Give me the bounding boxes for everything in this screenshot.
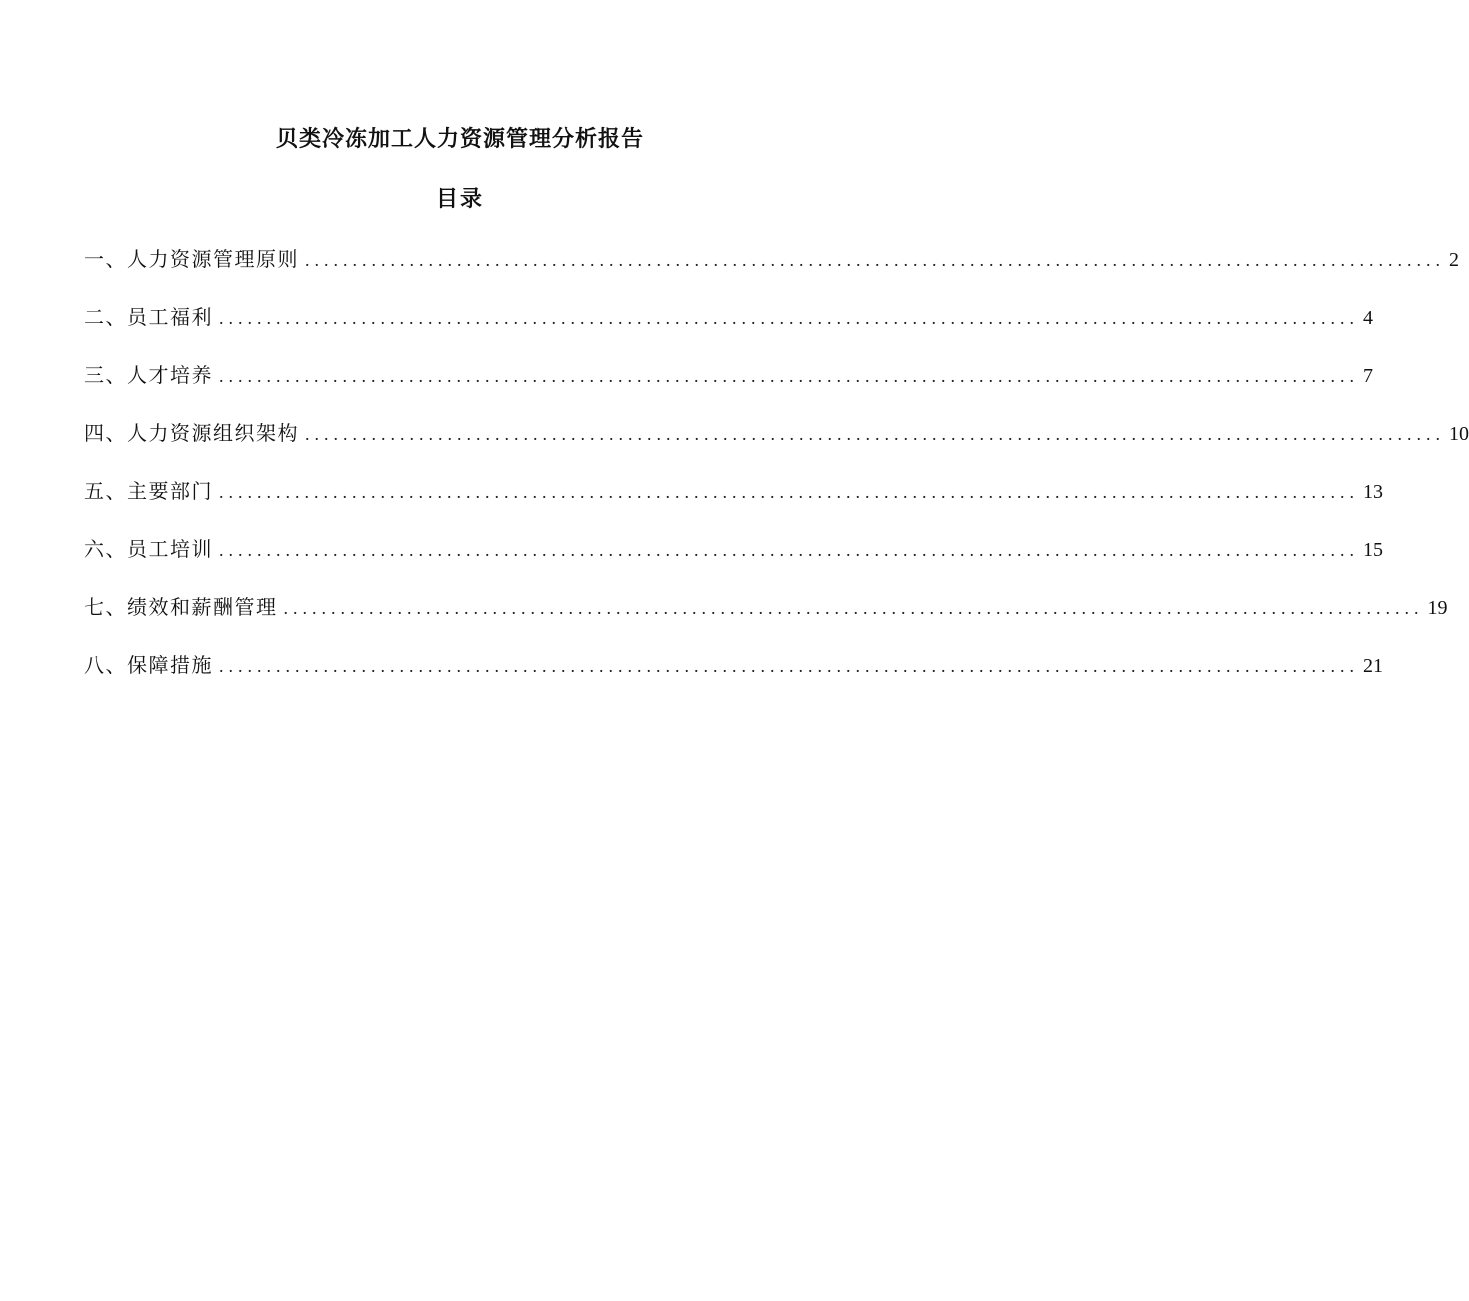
toc-heading: 目录	[435, 186, 484, 212]
toc-dot-leader: ........................................................................................................................	[305, 250, 1445, 270]
toc-entry-label: 六、员工培训	[84, 537, 213, 561]
toc-dot-leader: ........................................................................................................................	[219, 540, 1359, 560]
toc-entry-2[interactable]	[84, 302, 1373, 360]
toc-page-number: 10	[1449, 423, 1469, 445]
toc-entry-label: 二、员工福利	[84, 305, 213, 329]
toc-entry-8[interactable]	[84, 650, 1383, 708]
toc-entry-label: 七、绩效和薪酬管理	[84, 595, 278, 619]
toc-dot-leader: ........................................................................................................................	[219, 482, 1359, 502]
toc-entry-label: 五、主要部门	[84, 479, 213, 503]
toc-dot-leader: ........................................................................................................................	[305, 424, 1445, 444]
toc-dot-leader: ........................................................................................................................	[219, 656, 1359, 676]
toc-page-number: 2	[1449, 249, 1459, 271]
table-of-contents	[84, 244, 1469, 708]
toc-page-number: 19	[1427, 597, 1448, 619]
toc-entry-7[interactable]	[84, 592, 1448, 650]
toc-dot-leader: ........................................................................................................................	[219, 308, 1359, 328]
toc-entry-6[interactable]	[84, 534, 1383, 592]
toc-entry-label: 八、保障措施	[84, 653, 213, 677]
toc-page-number: 4	[1363, 307, 1373, 329]
toc-entry-label: 三、人才培养	[84, 363, 213, 387]
toc-page-number: 21	[1363, 655, 1383, 677]
toc-page-number: 13	[1363, 481, 1383, 503]
document-title: 贝类冷冻加工人力资源管理分析报告	[275, 126, 644, 152]
toc-entry-5[interactable]	[84, 476, 1383, 534]
toc-entry-1[interactable]	[84, 244, 1459, 302]
toc-page-number: 15	[1363, 539, 1383, 561]
toc-entry-3[interactable]	[84, 360, 1373, 418]
toc-entry-4[interactable]	[84, 418, 1469, 476]
toc-entry-label: 四、人力资源组织架构	[84, 421, 299, 445]
toc-dot-leader: ........................................................................................................................	[219, 366, 1359, 386]
toc-page-number: 7	[1363, 365, 1373, 387]
toc-entry-label: 一、人力资源管理原则	[84, 247, 299, 271]
toc-dot-leader: ........................................................................................................................	[283, 598, 1424, 618]
